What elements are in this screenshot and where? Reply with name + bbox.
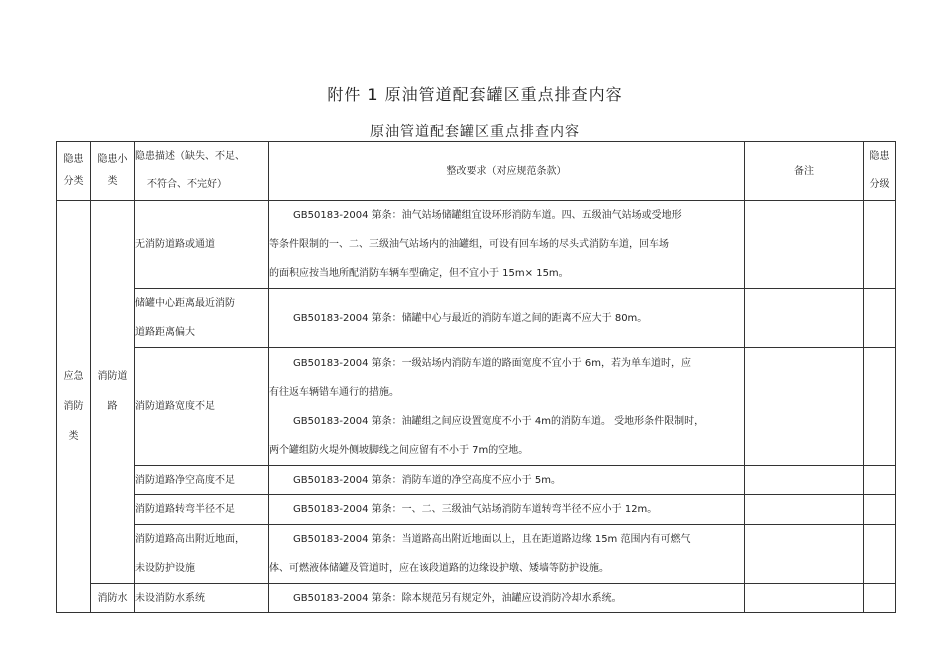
remarks-cell xyxy=(745,348,864,466)
header-category: 隐患 分类 xyxy=(57,142,91,201)
level-cell xyxy=(864,201,896,289)
table-row xyxy=(57,584,896,613)
document-title: 附件 1 原油管道配套罐区重点排查内容 xyxy=(327,85,623,104)
subcategory-cell-road: 消防道 路 xyxy=(91,201,135,584)
subcategory-cell-water: 消防水 xyxy=(91,584,135,613)
requirement-cell: GB50183-2004 第条：一级站场内消防车道的路面宽度不宜小于 6m，若为单车道时，应 有往返车辆错车通行的措施。 GB50183-2004 第条：油罐组之间应设置宽度不小于 4m的消防车道。 受地形条件限制时， 两个罐组防火堤外侧坡脚线之间应留有不小于 7m的空地。 xyxy=(269,348,745,466)
remarks-cell xyxy=(745,525,864,584)
inspection-table xyxy=(56,141,896,613)
description-cell: 消防道路高出附近地面， 未设防护设施 xyxy=(135,525,269,584)
description-cell: 无消防道路或通道 xyxy=(135,201,269,289)
header-remarks: 备注 xyxy=(745,142,864,201)
level-cell xyxy=(864,348,896,466)
description-cell: 消防道路净空高度不足 xyxy=(135,466,269,495)
requirement-cell: GB50183-2004 第条：当道路高出附近地面以上，且在距道路边缘 15m 范围内有可燃气 体、可燃液体储罐及管道时，应在该段道路的边缘设护墩、矮墙等防护设施。 xyxy=(269,525,745,584)
category-cell: 应急 消防 类 xyxy=(57,201,91,613)
level-cell xyxy=(864,584,896,613)
table-row xyxy=(57,348,896,466)
requirement-cell: GB50183-2004 第条：除本规范另有规定外，油罐应设消防冷却水系统。 xyxy=(269,584,745,613)
table-subtitle: 原油管道配套罐区重点排查内容 xyxy=(370,124,580,140)
remarks-cell xyxy=(745,584,864,613)
description-cell: 未设消防水系统 xyxy=(135,584,269,613)
table-row xyxy=(57,289,896,348)
level-cell xyxy=(864,466,896,495)
header-subcategory: 隐患小 类 xyxy=(91,142,135,201)
header-level: 隐患 分级 xyxy=(864,142,896,201)
table-row xyxy=(57,201,896,289)
requirement-cell: GB50183-2004 第条：油气站场储罐组宜设环形消防车道。四、五级油气站场或受地形 等条件限制的一、二、三级油气站场内的油罐组，可设有回车场的尽头式消防车道，回车场 的面积应按当地所配消防车辆车型确定，但不宜小于 15m× 15m。 xyxy=(269,201,745,289)
remarks-cell xyxy=(745,201,864,289)
description-cell: 储罐中心距离最近消防 道路距离偏大 xyxy=(135,289,269,348)
level-cell xyxy=(864,495,896,525)
level-cell xyxy=(864,525,896,584)
remarks-cell xyxy=(745,289,864,348)
description-cell: 消防道路宽度不足 xyxy=(135,348,269,466)
remarks-cell xyxy=(745,466,864,495)
level-cell xyxy=(864,289,896,348)
table-row xyxy=(57,495,896,525)
requirement-cell: GB50183-2004 第条：消防车道的净空高度不应小于 5m。 xyxy=(269,466,745,495)
header-requirement: 整改要求（对应规范条款） xyxy=(269,142,745,201)
description-cell: 消防道路转弯半径不足 xyxy=(135,495,269,525)
header-row xyxy=(57,142,896,201)
remarks-cell xyxy=(745,495,864,525)
table-row xyxy=(57,466,896,495)
table-row xyxy=(57,525,896,584)
requirement-cell: GB50183-2004 第条：一、二、三级油气站场消防车道转弯半径不应小于 12m。 xyxy=(269,495,745,525)
requirement-cell: GB50183-2004 第条：储罐中心与最近的消防车道之间的距离不应大于 80m。 xyxy=(269,289,745,348)
header-description: 隐患描述（缺失、不足、 不符合、不完好） xyxy=(135,142,269,201)
